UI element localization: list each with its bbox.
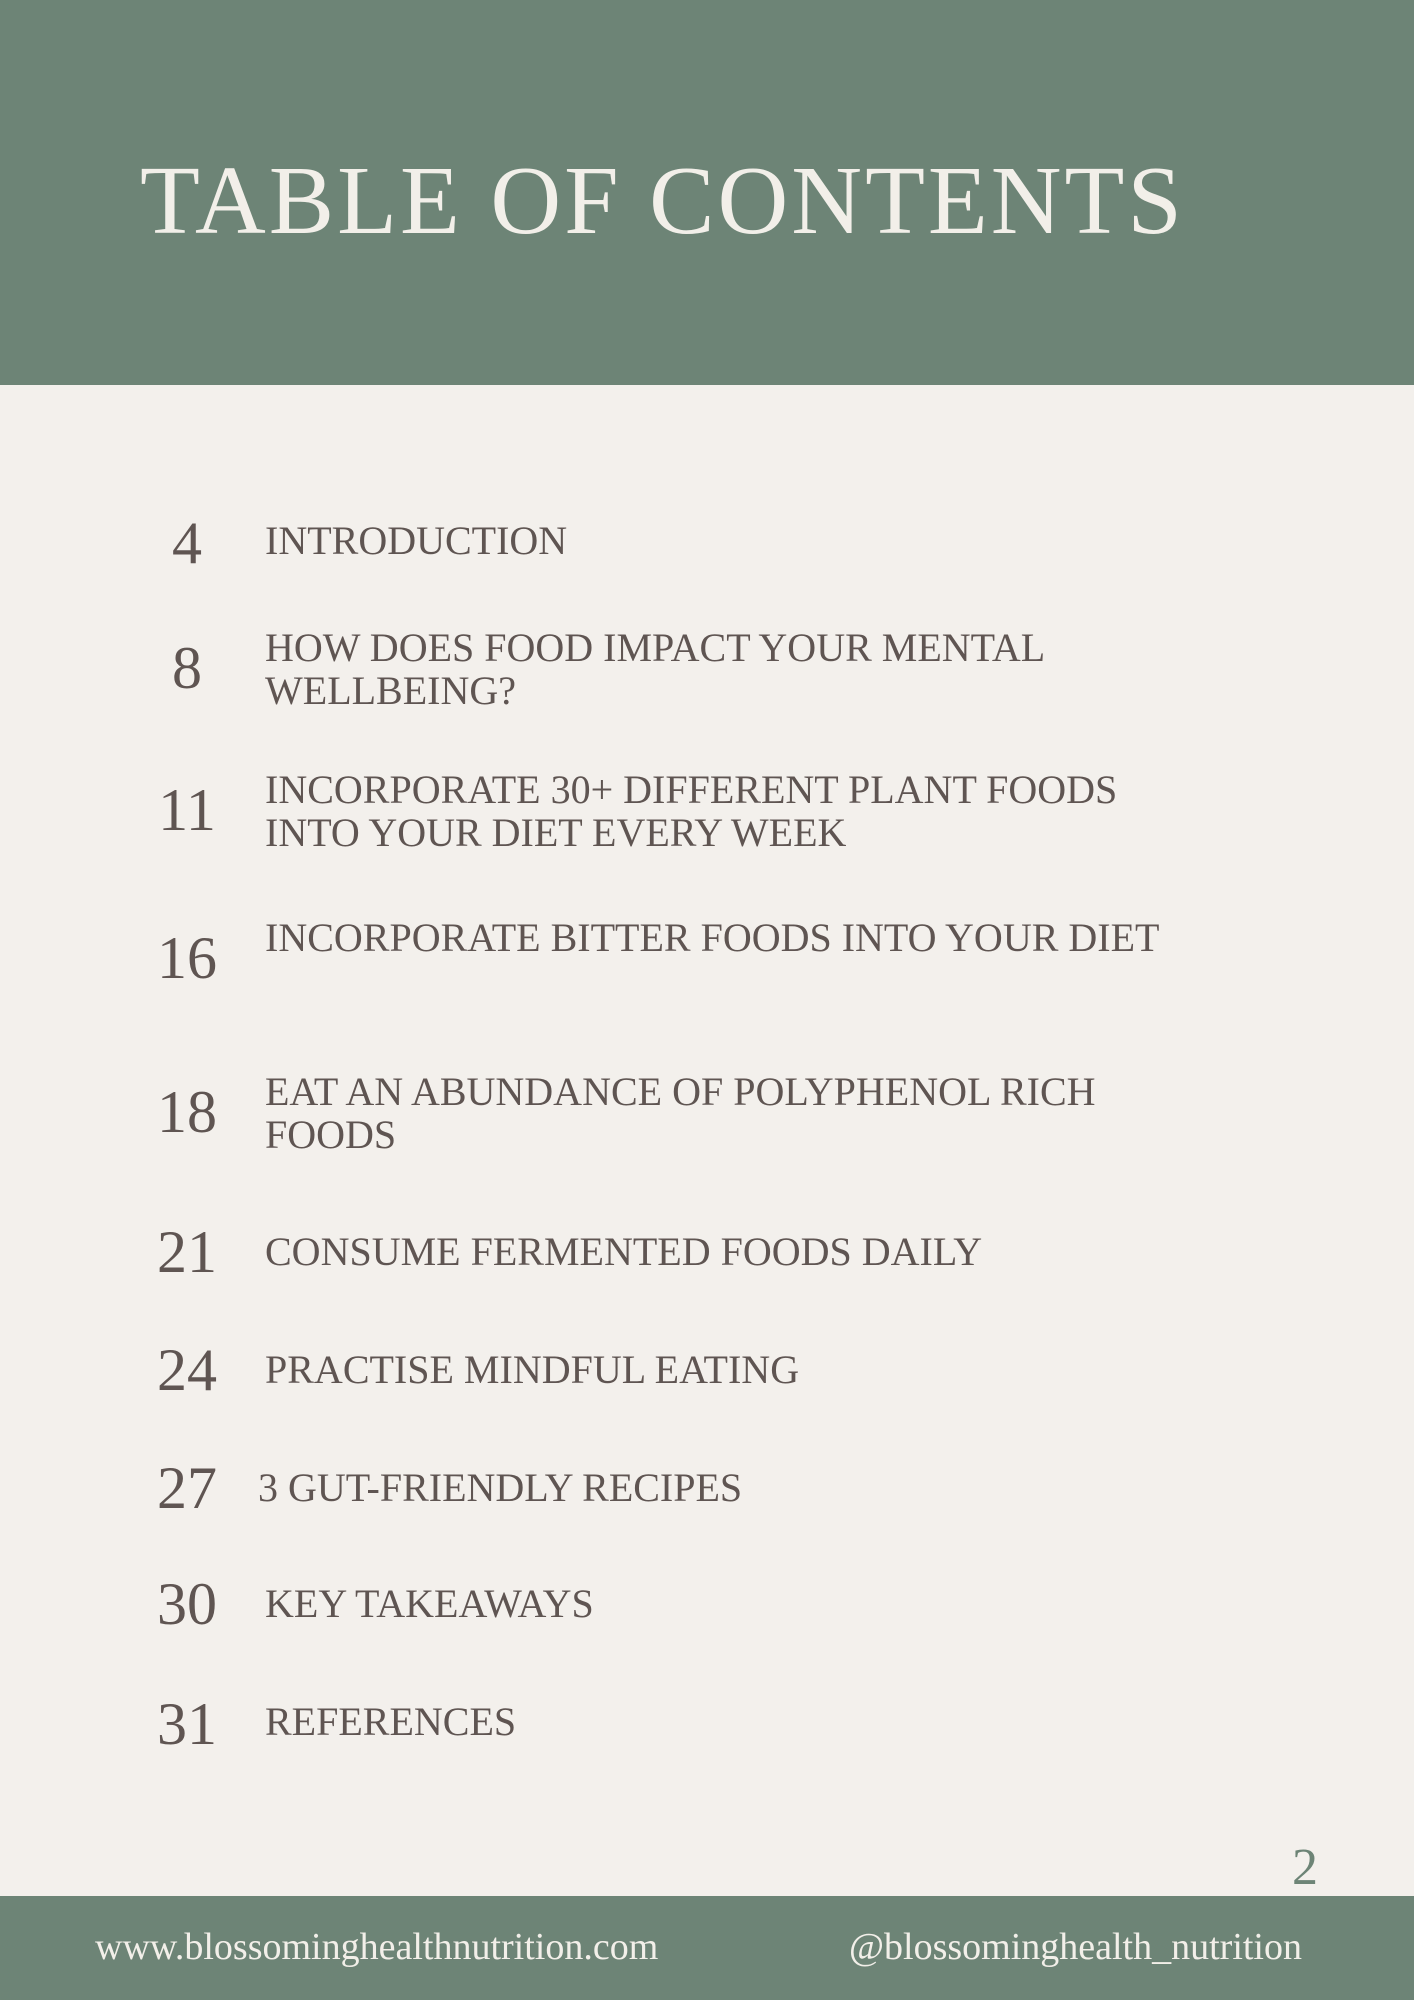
toc-page-number: 31 — [157, 1691, 217, 1757]
toc-entry-title: EAT AN ABUNDANCE OF POLYPHENOL RICH FOODS — [265, 1069, 1096, 1157]
page-number: 2 — [1292, 1839, 1318, 1896]
toc-page-number: 24 — [157, 1337, 217, 1403]
toc-page-number: 11 — [158, 777, 216, 843]
toc-page-number: 4 — [172, 510, 202, 576]
toc-entry-title: PRACTISE MINDFUL EATING — [265, 1347, 800, 1392]
toc-entry-title: CONSUME FERMENTED FOODS DAILY — [265, 1229, 983, 1274]
header-banner — [0, 0, 1414, 385]
toc-entry-title: INCORPORATE 30+ DIFFERENT PLANT FOODS INTO YOUR DIET EVERY WEEK — [265, 767, 1118, 855]
toc-page-number: 8 — [172, 635, 202, 701]
toc-entry-title: REFERENCES — [265, 1699, 517, 1744]
toc-entry-title: INTRODUCTION — [265, 518, 568, 563]
toc-page-number: 21 — [157, 1219, 217, 1285]
website-link[interactable]: www.blossominghealthnutrition.com — [95, 1926, 659, 1968]
toc-page-number: 30 — [157, 1571, 217, 1637]
footer-banner — [0, 1896, 1414, 2000]
toc-entry-title: HOW DOES FOOD IMPACT YOUR MENTAL WELLBEING? — [265, 625, 1044, 713]
toc-entry-title: INCORPORATE BITTER FOODS INTO YOUR DIET — [265, 915, 1160, 960]
toc-entry-title: 3 GUT-FRIENDLY RECIPES — [258, 1465, 743, 1510]
page-title: TABLE OF CONTENTS — [140, 147, 1185, 255]
toc-page-number: 16 — [157, 925, 217, 991]
toc-page-number: 27 — [157, 1455, 217, 1521]
social-handle[interactable]: @blossominghealth_nutrition — [849, 1926, 1302, 1968]
toc-page-number: 18 — [157, 1079, 217, 1145]
toc-entry-title: KEY TAKEAWAYS — [265, 1581, 594, 1626]
